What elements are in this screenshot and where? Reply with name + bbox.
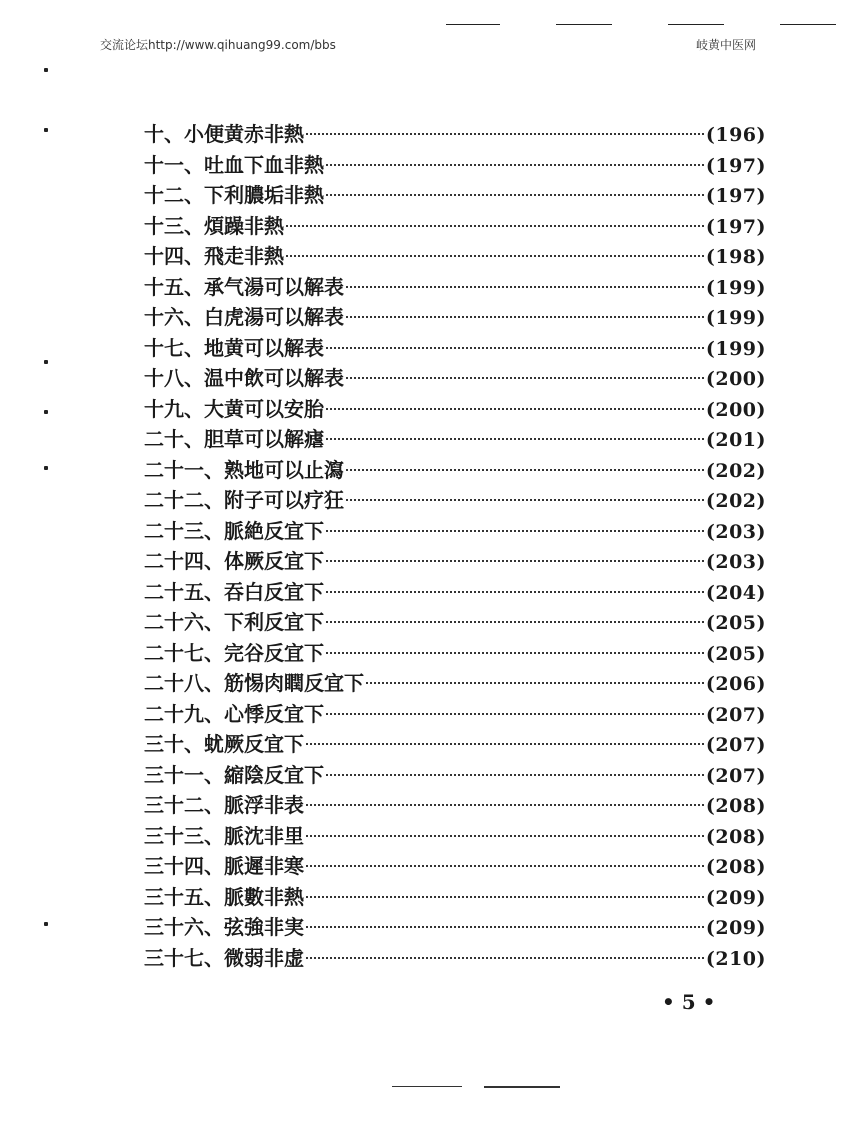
toc-entry-title: 三十六、弦強非実 [144, 915, 304, 939]
toc-entry [144, 576, 766, 607]
toc-leader-dots [306, 743, 704, 745]
toc-leader-dots [306, 133, 704, 135]
toc-entry-title: 三十、蚘厥反宜下 [144, 732, 304, 756]
toc-entry-title: 二十九、心悸反宜下 [144, 701, 324, 726]
toc-leader-dots [326, 194, 704, 196]
toc-entry [144, 118, 766, 149]
toc-entry-page: (200) [705, 398, 766, 421]
toc-entry [144, 637, 766, 668]
toc-leader-dots [326, 164, 704, 166]
toc-entry [144, 393, 766, 424]
toc-entry-page: (204) [705, 581, 766, 604]
toc-entry-title: 十八、温中飲可以解表 [144, 366, 344, 390]
toc-entry-page: (202) [705, 490, 766, 512]
toc-entry [144, 789, 766, 820]
toc-entry [144, 454, 766, 485]
toc-entry-page: (208) [705, 856, 766, 878]
toc-leader-dots [306, 957, 704, 959]
toc-entry-page: (203) [705, 551, 766, 573]
toc-entry-title: 三十一、縮陰反宜下 [144, 762, 324, 787]
toc-leader-dots [306, 926, 704, 928]
toc-leader-dots [346, 286, 704, 288]
scan-speck [44, 922, 48, 926]
toc-entry-title: 二十八、筋惕肉瞤反宜下 [144, 671, 364, 695]
toc-entry-title: 二十二、附子可以疗狂 [144, 488, 344, 512]
toc-entry-page: (197) [705, 215, 766, 238]
toc-entry [144, 271, 766, 302]
toc-entry [144, 820, 766, 851]
toc-leader-dots [326, 713, 704, 715]
toc-entry [144, 759, 766, 790]
toc-entry-page: (203) [705, 520, 766, 543]
toc-leader-dots [326, 560, 704, 562]
toc-leader-dots [326, 621, 704, 623]
table-of-contents [144, 118, 766, 972]
toc-entry-page: (210) [705, 947, 766, 970]
toc-entry [144, 179, 766, 210]
toc-leader-dots [346, 377, 704, 379]
toc-entry-title: 三十五、脈數非熱 [144, 884, 304, 909]
toc-entry-title: 二十七、完谷反宜下 [144, 640, 324, 665]
toc-entry-page: (205) [705, 642, 766, 665]
toc-leader-dots [286, 255, 704, 257]
toc-leader-dots [306, 835, 704, 837]
toc-entry [144, 667, 766, 698]
header-rule [668, 24, 724, 25]
toc-entry-title: 三十二、脈浮非表 [144, 793, 304, 817]
toc-entry-page: (206) [705, 673, 766, 695]
toc-entry [144, 240, 766, 271]
toc-entry-title: 十一、吐血下血非熱 [144, 152, 324, 177]
header-rule [446, 24, 500, 25]
toc-entry-title: 三十七、微弱非虚 [144, 945, 304, 970]
toc-entry [144, 881, 766, 912]
toc-leader-dots [326, 438, 704, 440]
header-rule [556, 24, 612, 25]
toc-entry-page: (201) [705, 429, 766, 451]
toc-entry-title: 二十六、下利反宜下 [144, 610, 324, 634]
toc-entry-title: 三十四、脈遲非寒 [144, 854, 304, 878]
toc-entry [144, 698, 766, 729]
page-number: • 5 • [662, 990, 716, 1014]
toc-leader-dots [286, 225, 704, 227]
toc-entry-title: 十二、下利膿垢非熱 [144, 183, 324, 207]
toc-entry [144, 545, 766, 576]
toc-entry [144, 484, 766, 515]
toc-leader-dots [306, 804, 704, 806]
toc-entry-title: 二十、胆草可以解瘧 [144, 427, 324, 451]
toc-leader-dots [326, 347, 704, 349]
toc-entry-page: (207) [705, 764, 766, 787]
toc-entry-title: 二十四、体厥反宜下 [144, 549, 324, 573]
toc-entry-title: 十七、地黄可以解表 [144, 335, 324, 360]
toc-entry-title: 十、小便黄赤非熱 [144, 122, 304, 146]
toc-entry-page: (196) [705, 124, 766, 146]
toc-entry-page: (208) [705, 825, 766, 848]
toc-entry-page: (199) [705, 307, 766, 329]
toc-entry-page: (197) [705, 185, 766, 207]
toc-leader-dots [326, 774, 704, 776]
scan-speck [44, 410, 48, 414]
scan-artifact [392, 1086, 462, 1087]
forum-url-text: 交流论坛http://www.qihuang99.com/bbs [100, 38, 336, 52]
toc-entry-title: 二十三、脈絶反宜下 [144, 518, 324, 543]
toc-entry [144, 362, 766, 393]
toc-entry-page: (207) [705, 703, 766, 726]
toc-entry [144, 301, 766, 332]
toc-entry-title: 十九、大黄可以安胎 [144, 396, 324, 421]
scan-artifact [484, 1086, 560, 1088]
toc-entry-title: 十五、承气湯可以解表 [144, 274, 344, 299]
toc-leader-dots [306, 896, 704, 898]
toc-leader-dots [306, 865, 704, 867]
toc-entry [144, 515, 766, 546]
toc-entry-page: (199) [705, 337, 766, 360]
toc-entry [144, 423, 766, 454]
scan-speck [44, 128, 48, 132]
toc-entry-page: (202) [705, 459, 766, 482]
page-header [100, 36, 756, 56]
toc-entry-title: 二十一、熟地可以止瀉 [144, 457, 344, 482]
toc-entry-page: (205) [705, 612, 766, 634]
scan-speck [44, 360, 48, 364]
toc-entry-page: (209) [705, 917, 766, 939]
toc-leader-dots [346, 499, 704, 501]
toc-leader-dots [326, 408, 704, 410]
toc-entry [144, 149, 766, 180]
toc-leader-dots [326, 530, 704, 532]
toc-entry [144, 210, 766, 241]
toc-entry-page: (199) [705, 276, 766, 299]
toc-entry [144, 911, 766, 942]
toc-entry-page: (200) [705, 368, 766, 390]
toc-entry [144, 606, 766, 637]
toc-entry [144, 850, 766, 881]
toc-leader-dots [326, 652, 704, 654]
scan-speck [44, 466, 48, 470]
toc-entry-title: 十四、飛走非熱 [144, 244, 284, 268]
toc-leader-dots [366, 682, 704, 684]
toc-entry-title: 十三、煩躁非熱 [144, 213, 284, 238]
site-name-text: 岐黄中医网 [695, 38, 756, 52]
toc-entry [144, 942, 766, 973]
toc-entry-title: 二十五、吞白反宜下 [144, 579, 324, 604]
toc-entry-page: (207) [705, 734, 766, 756]
toc-entry [144, 728, 766, 759]
toc-leader-dots [346, 469, 704, 471]
toc-entry-title: 三十三、脈沈非里 [144, 823, 304, 848]
header-rule [780, 24, 836, 25]
toc-entry [144, 332, 766, 363]
toc-entry-page: (198) [705, 246, 766, 268]
toc-entry-page: (209) [705, 886, 766, 909]
toc-leader-dots [346, 316, 704, 318]
toc-entry-title: 十六、白虎湯可以解表 [144, 305, 344, 329]
toc-entry-page: (197) [705, 154, 766, 177]
toc-leader-dots [326, 591, 704, 593]
scan-speck [44, 68, 48, 72]
toc-entry-page: (208) [705, 795, 766, 817]
